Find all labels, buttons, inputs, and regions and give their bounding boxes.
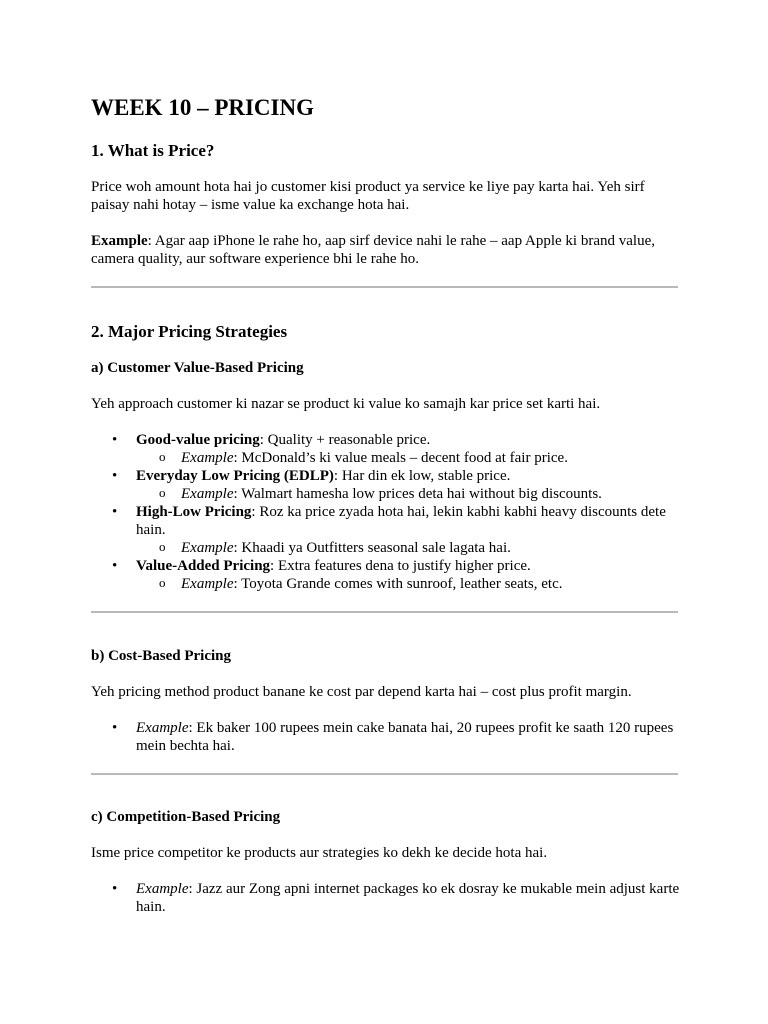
item-term: High-Low Pricing: [136, 504, 252, 520]
item-desc: : Har din ek low, stable price.: [333, 468, 511, 484]
sub-list: [136, 575, 681, 593]
list-item: [91, 467, 681, 503]
item-desc: : Extra features dena to justify higher price.: [270, 558, 531, 574]
list-item: [91, 557, 681, 593]
list-item: [91, 503, 681, 557]
section-1-heading: 1. What is Price?: [91, 141, 215, 160]
section-1-paragraph: Price woh amount hota hai jo customer kisi product ya service ke liye pay karta hai. Yeh sirf paisay nahi hotay – isme value ka exchange hota hai.: [91, 179, 645, 213]
example-text: : Jazz aur Zong apni internet packages ko ek dosray ke mukable mein adjust karte hain.: [136, 881, 680, 915]
item-term: Value-Added Pricing: [136, 558, 271, 574]
example-text: : Agar aap iPhone le rahe ho, aap sirf device nahi le rahe – aap Apple ki brand value, camera quality, aur software experience bhi le rahe ho.: [91, 233, 655, 267]
divider: [91, 611, 678, 613]
section-1-example: [91, 232, 681, 268]
subsection-b-heading: b) Cost-Based Pricing: [91, 648, 231, 664]
sub-list-item: [136, 539, 681, 557]
example-text: : Walmart hamesha low prices deta hai without big discounts.: [233, 486, 602, 502]
item-desc: : Roz ka price zyada hota hai, lekin kabhi kabhi heavy discounts dete hain.: [136, 504, 666, 538]
divider: [91, 286, 678, 288]
sub-list-item: [136, 485, 681, 503]
section-2-heading: 2. Major Pricing Strategies: [91, 322, 288, 341]
example-text: : Toyota Grande comes with sunroof, leather seats, etc.: [233, 576, 563, 592]
example-text: : Khaadi ya Outfitters seasonal sale lagata hai.: [233, 540, 511, 556]
subsection-c-paragraph: Isme price competitor ke products aur strategies ko dekh ke decide hota hai.: [91, 845, 548, 861]
example-label: Example: [181, 576, 234, 592]
example-label: Example: [181, 450, 234, 466]
sub-list: [136, 449, 681, 467]
example-text: : McDonald’s ki value meals – decent food at fair price.: [233, 450, 568, 466]
example-label: Example: [181, 486, 234, 502]
subsection-c-heading: c) Competition-Based Pricing: [91, 809, 281, 825]
sub-list-item: [136, 575, 681, 593]
sub-list-item: [136, 449, 681, 467]
example-text: : Ek baker 100 rupees mein cake banata hai, 20 rupees profit ke saath 120 rupees mein bechta hai.: [136, 720, 674, 754]
list-item: [91, 880, 681, 916]
item-desc: : Quality + reasonable price.: [259, 432, 431, 448]
sub-list: [136, 485, 681, 503]
cost-example-list: [91, 719, 681, 755]
example-label: Example: [181, 540, 234, 556]
sub-list: [136, 539, 681, 557]
subsection-a-paragraph: Yeh approach customer ki nazar se product ki value ko samajh kar price set karti hai.: [91, 396, 601, 412]
example-label: Example: [136, 720, 189, 736]
item-term: Everyday Low Pricing (EDLP): [136, 468, 334, 484]
list-item: [91, 431, 681, 467]
subsection-a-heading: a) Customer Value-Based Pricing: [91, 360, 304, 376]
item-term: Good-value pricing: [136, 432, 260, 448]
example-label: Example: [91, 233, 148, 249]
page-title: WEEK 10 – PRICING: [91, 95, 314, 120]
example-label: Example: [136, 881, 189, 897]
strategy-list: [91, 431, 681, 593]
document-content: [91, 94, 681, 916]
list-item: [91, 719, 681, 755]
subsection-b-paragraph: Yeh pricing method product banane ke cost par depend karta hai – cost plus profit margin.: [91, 684, 632, 700]
competition-example-list: [91, 880, 681, 916]
divider: [91, 773, 678, 775]
